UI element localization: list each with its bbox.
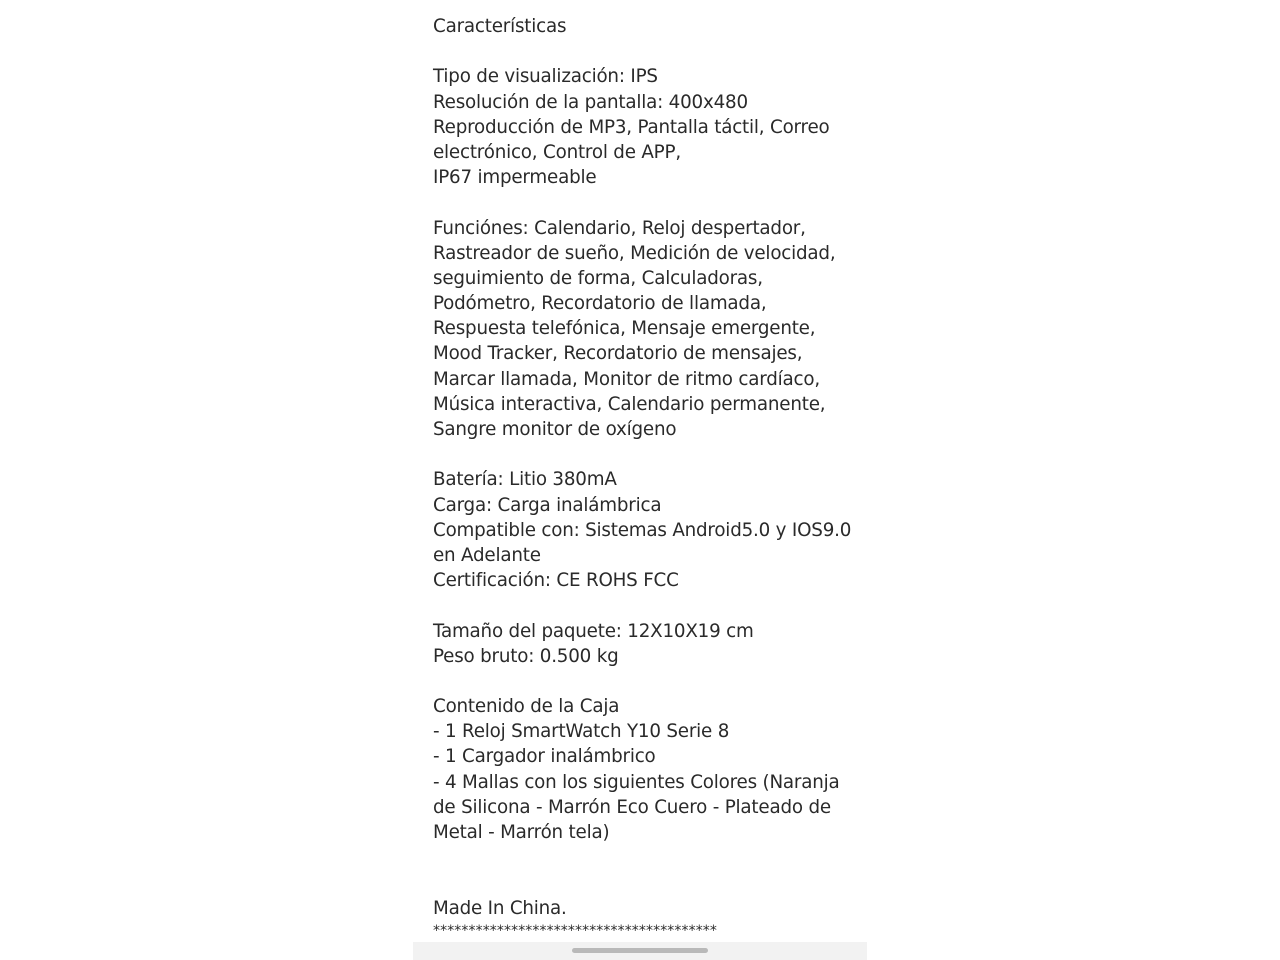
origin-text: Made In China. — [433, 897, 567, 919]
separator-line: **************************************** — [433, 923, 717, 938]
spec-line: en Adelante — [433, 544, 541, 566]
box-item: - 1 Cargador inalámbrico — [433, 746, 656, 768]
display-specs — [433, 64, 863, 190]
spec-line: IP67 impermeable — [433, 167, 597, 189]
box-contents — [433, 694, 863, 845]
spacer — [433, 845, 863, 895]
spec-line: Rastreador de sueño, Medición de velocidad, — [433, 242, 836, 264]
spacer — [433, 669, 863, 694]
spec-line: Tipo de visualización: IPS — [433, 66, 658, 88]
spec-line: Reproducción de MP3, Pantalla táctil, Correo — [433, 116, 830, 138]
power-specs — [433, 467, 863, 593]
home-indicator[interactable] — [572, 948, 708, 953]
box-contents-heading: Contenido de la Caja — [433, 696, 620, 718]
spec-line: Sangre monitor de oxígeno — [433, 419, 677, 440]
spec-line: Mood Tracker, Recordatorio de mensajes, — [433, 343, 803, 365]
spec-line: Resolución de la pantalla: 400x480 — [433, 91, 748, 113]
spec-line: electrónico, Control de APP, — [433, 141, 681, 163]
spacer — [433, 39, 863, 64]
spec-line: Compatible con: Sistemas Android5.0 y IOS9.0 — [433, 519, 852, 541]
spec-line: Carga: Carga inalámbrica — [433, 494, 662, 516]
section-heading: Características — [433, 16, 567, 37]
spec-line: Respuesta telefónica, Mensaje emergente, — [433, 318, 816, 340]
spec-line: Música interactiva, Calendario permanente, — [433, 393, 826, 415]
spec-line: Certificación: CE ROHS FCC — [433, 570, 679, 592]
spec-line: seguimiento de forma, Calculadoras, — [433, 267, 763, 289]
spec-line: Batería: Litio 380mA — [433, 469, 617, 491]
spec-line: Peso bruto: 0.500 kg — [433, 645, 619, 667]
spec-line: Funciónes: Calendario, Reloj despertador, — [433, 217, 806, 239]
product-description-text — [433, 14, 863, 938]
spec-line: Marcar llamada, Monitor de ritmo cardíaco, — [433, 368, 820, 390]
box-item: - 4 Mallas con los siguientes Colores (Naranja — [433, 771, 840, 793]
package-specs — [433, 619, 863, 669]
functions-specs — [433, 216, 863, 443]
spacer — [433, 442, 863, 467]
spacer — [433, 190, 863, 215]
box-item: Metal - Marrón tela) — [433, 822, 610, 843]
spec-line: Tamaño del paquete: 12X10X19 cm — [433, 620, 754, 642]
spec-line: Podómetro, Recordatorio de llamada, — [433, 293, 767, 315]
box-item: de Silicona - Marrón Eco Cuero - Plateado de — [433, 796, 831, 818]
box-item: - 1 Reloj SmartWatch Y10 Serie 8 — [433, 721, 730, 743]
spacer — [433, 593, 863, 618]
